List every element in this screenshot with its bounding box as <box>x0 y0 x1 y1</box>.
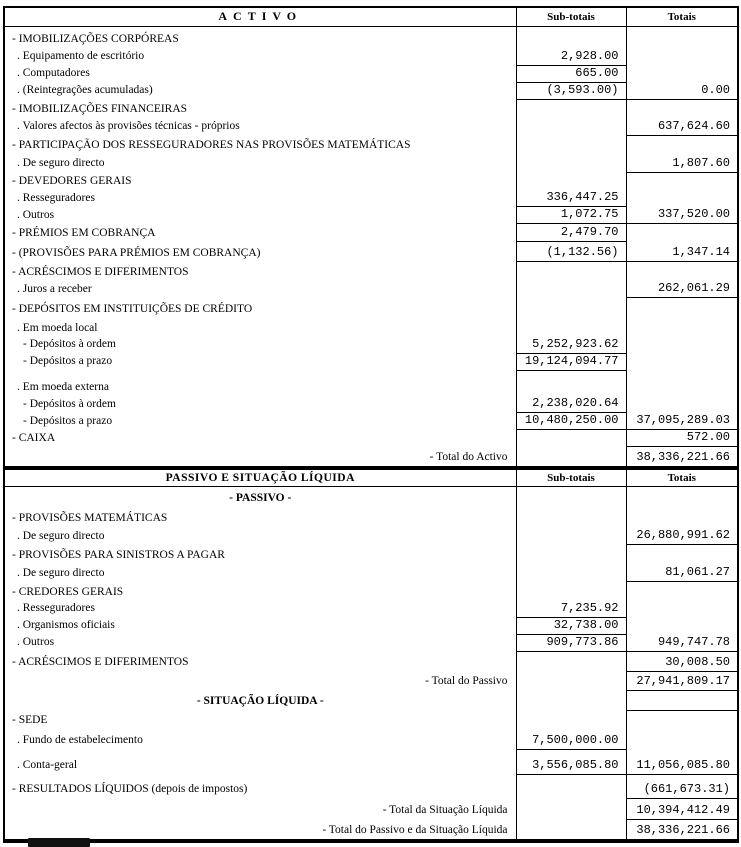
total-cell: 38,336,221.66 <box>626 819 738 841</box>
total-cell <box>626 224 738 242</box>
column-header-subtotais: Sub-totais <box>516 468 626 487</box>
row-label: - Total do Passivo <box>425 675 508 687</box>
section-title: ACTIVO <box>4 7 516 26</box>
table-row <box>4 671 738 690</box>
subtotal-cell <box>516 582 626 601</box>
row-label: - Total do Activo <box>429 450 508 463</box>
subtotal-cell <box>516 370 626 396</box>
subtotal-cell: 5,252,923.62 <box>516 337 626 354</box>
table-row <box>4 118 738 135</box>
subtotal-cell <box>516 447 626 468</box>
table-row <box>4 207 738 224</box>
subtotal-cell <box>516 99 626 118</box>
subtotal-cell: 32,738.00 <box>516 617 626 634</box>
subtotal-cell: 2,928.00 <box>516 48 626 65</box>
table-row <box>4 413 738 430</box>
total-cell <box>626 710 738 729</box>
subtotal-cell <box>516 527 626 545</box>
row-label: . Computadores <box>17 67 90 79</box>
subtotal-cell: 909,773.86 <box>516 634 626 651</box>
subtotal-cell: (3,593.00) <box>516 82 626 99</box>
total-cell: 572.00 <box>626 430 738 447</box>
row-label: - Total da Situação Líquida <box>382 804 508 816</box>
table-row <box>4 135 738 154</box>
table-row <box>4 507 738 527</box>
subtotal-cell: 665.00 <box>516 65 626 82</box>
subtotal-cell <box>516 281 626 298</box>
row-label: - SITUAÇÃO LÍQUIDA - <box>196 695 324 707</box>
total-cell: 37,095,289.03 <box>626 413 738 430</box>
table-row <box>4 798 738 819</box>
table-row <box>4 710 738 729</box>
subtotal-cell <box>516 154 626 172</box>
total-cell <box>626 337 738 354</box>
table-row <box>4 48 738 65</box>
row-label: - RESULTADOS LÍQUIDOS (depois de impostos) <box>12 783 248 795</box>
row-label: - IMOBILIZAÇÕES CORPÓREAS <box>12 33 179 45</box>
table-row <box>4 353 738 370</box>
subtotal-cell: 19,124,094.77 <box>516 353 626 370</box>
row-label: . Outros <box>17 636 55 648</box>
column-header-totais: Totais <box>626 7 738 26</box>
subtotal-cell <box>516 690 626 710</box>
total-cell <box>626 318 738 337</box>
subtotal-cell <box>516 430 626 447</box>
table-row <box>4 564 738 582</box>
table-row <box>4 242 738 262</box>
total-cell <box>626 26 738 48</box>
total-cell <box>626 396 738 413</box>
row-label: - ACRÉSCIMOS E DIFERIMENTOS <box>12 265 189 278</box>
table-row <box>4 172 738 190</box>
subtotal-cell <box>516 26 626 48</box>
table-row <box>4 82 738 99</box>
total-cell: 949,747.78 <box>626 634 738 651</box>
table-row <box>4 749 738 774</box>
column-header-totais: Totais <box>626 468 738 487</box>
total-cell <box>626 507 738 527</box>
subtotal-cell <box>516 318 626 337</box>
subtotal-cell: 336,447.25 <box>516 190 626 207</box>
row-label: . (Reintegrações acumuladas) <box>17 84 153 96</box>
total-cell <box>626 99 738 118</box>
row-label: - CREDORES GERAIS <box>12 585 124 598</box>
column-header-subtotais: Sub-totais <box>516 7 626 26</box>
table-row <box>4 651 738 671</box>
section-header-row <box>4 7 738 26</box>
subtotal-cell: 7,235.92 <box>516 601 626 618</box>
table-row <box>4 690 738 710</box>
total-cell <box>626 48 738 65</box>
table-row <box>4 65 738 82</box>
subtotal-cell <box>516 135 626 154</box>
row-label: - Total do Passivo e da Situação Líquida <box>322 824 508 836</box>
table-row <box>4 582 738 601</box>
row-label: . Organismos oficiais <box>17 619 115 631</box>
row-label: . Outros <box>17 208 55 221</box>
table-row <box>4 447 738 468</box>
total-cell <box>626 353 738 370</box>
total-cell <box>626 601 738 618</box>
row-label: . Conta-geral <box>17 759 78 771</box>
subtotal-cell <box>516 172 626 190</box>
balance-sheet-body <box>4 7 738 841</box>
subtotal-cell <box>516 819 626 841</box>
total-cell <box>626 65 738 82</box>
row-label: - PASSIVO - <box>229 491 292 504</box>
table-row <box>4 262 738 281</box>
row-label: . Juros a receber <box>17 282 92 295</box>
row-label: - PRÉMIOS EM COBRANÇA <box>12 226 156 239</box>
section-title: PASSIVO E SITUAÇÃO LÍQUIDA <box>4 468 516 487</box>
table-row <box>4 774 738 798</box>
total-cell: 26,880,991.62 <box>626 527 738 545</box>
total-cell: 81,061.27 <box>626 564 738 582</box>
row-label: . Em moeda externa <box>17 381 109 393</box>
total-cell <box>626 172 738 190</box>
table-row <box>4 190 738 207</box>
table-row <box>4 224 738 242</box>
row-label: . De seguro directo <box>17 529 105 542</box>
table-row <box>4 396 738 413</box>
table-row <box>4 634 738 651</box>
row-label: - ACRÉSCIMOS E DIFERIMENTOS <box>12 656 189 668</box>
total-cell: 10,394,412.49 <box>626 798 738 819</box>
subtotal-cell <box>516 487 626 507</box>
subtotal-cell <box>516 564 626 582</box>
total-cell <box>626 135 738 154</box>
section-header-row <box>4 468 738 487</box>
subtotal-cell <box>516 774 626 798</box>
row-label: . Em moeda local <box>17 321 98 334</box>
total-cell: 30,008.50 <box>626 651 738 671</box>
row-label: - PARTICIPAÇÃO DOS RESSEGURADORES NAS PROVISÕES MATEMÁTICAS <box>12 139 411 151</box>
total-cell: 337,520.00 <box>626 207 738 224</box>
row-label: . Resseguradores <box>17 191 95 204</box>
row-label: . Equipamento de escritório <box>17 50 145 62</box>
subtotal-cell <box>516 118 626 135</box>
row-label: - SEDE <box>12 714 48 726</box>
total-cell <box>626 617 738 634</box>
table-row <box>4 729 738 749</box>
subtotal-cell <box>516 298 626 318</box>
row-label: . Fundo de estabelecimento <box>17 734 143 746</box>
row-label: - IMOBILIZAÇÕES FINANCEIRAS <box>12 103 188 115</box>
row-label: - Depósitos a prazo <box>23 355 113 367</box>
table-row <box>4 337 738 354</box>
table-row <box>4 26 738 48</box>
table-row <box>4 601 738 618</box>
subtotal-cell <box>516 545 626 564</box>
row-label: - (PROVISÕES PARA PRÉMIOS EM COBRANÇA) <box>12 246 261 259</box>
total-cell: 1,807.60 <box>626 154 738 172</box>
row-label: - Depósitos à ordem <box>23 397 116 410</box>
total-cell: 27,941,809.17 <box>626 671 738 690</box>
total-cell: 1,347.14 <box>626 242 738 262</box>
total-cell <box>626 729 738 749</box>
total-cell <box>626 262 738 281</box>
subtotal-cell: (1,132.56) <box>516 242 626 262</box>
subtotal-cell: 1,072.75 <box>516 207 626 224</box>
row-label: - PROVISÕES MATEMÁTICAS <box>12 511 168 524</box>
total-cell: 262,061.29 <box>626 281 738 298</box>
total-cell <box>626 298 738 318</box>
total-cell: 637,624.60 <box>626 118 738 135</box>
row-label: - Depósitos à ordem <box>23 338 116 350</box>
table-row <box>4 545 738 564</box>
table-row <box>4 527 738 545</box>
total-cell <box>626 487 738 507</box>
subtotal-cell: 7,500,000.00 <box>516 729 626 749</box>
table-row <box>4 318 738 337</box>
table-row <box>4 487 738 507</box>
table-row <box>4 819 738 841</box>
row-label: - Depósitos a prazo <box>23 414 113 427</box>
subtotal-cell: 2,479.70 <box>516 224 626 242</box>
total-cell: 11,056,085.80 <box>626 749 738 774</box>
subtotal-cell: 10,480,250.00 <box>516 413 626 430</box>
total-cell <box>626 370 738 396</box>
total-cell <box>626 582 738 601</box>
subtotal-cell <box>516 262 626 281</box>
total-cell: 38,336,221.66 <box>626 447 738 468</box>
table-row <box>4 370 738 396</box>
subtotal-cell: 3,556,085.80 <box>516 749 626 774</box>
total-cell: (661,673.31) <box>626 774 738 798</box>
total-cell: 0.00 <box>626 82 738 99</box>
row-label: . De seguro directo <box>17 566 105 579</box>
row-label: - CAIXA <box>12 431 56 444</box>
total-cell <box>626 190 738 207</box>
balance-sheet-table <box>3 6 739 843</box>
table-row <box>4 99 738 118</box>
total-cell <box>626 690 738 710</box>
row-label: . Valores afectos às provisões técnicas - próprios <box>17 120 240 132</box>
row-label: - PROVISÕES PARA SINISTROS A PAGAR <box>12 548 225 561</box>
table-row <box>4 430 738 447</box>
subtotal-cell <box>516 651 626 671</box>
subtotal-cell <box>516 671 626 690</box>
subtotal-cell <box>516 507 626 527</box>
table-row <box>4 617 738 634</box>
table-row <box>4 154 738 172</box>
row-label: - DEVEDORES GERAIS <box>12 175 132 187</box>
table-row <box>4 298 738 318</box>
row-label: - DEPÓSITOS EM INSTITUIÇÕES DE CRÉDITO <box>12 302 253 315</box>
subtotal-cell <box>516 710 626 729</box>
subtotal-cell <box>516 798 626 819</box>
row-label: . De seguro directo <box>17 157 105 169</box>
row-label: . Resseguradores <box>17 602 95 614</box>
total-cell <box>626 545 738 564</box>
table-row <box>4 281 738 298</box>
subtotal-cell: 2,238,020.64 <box>516 396 626 413</box>
